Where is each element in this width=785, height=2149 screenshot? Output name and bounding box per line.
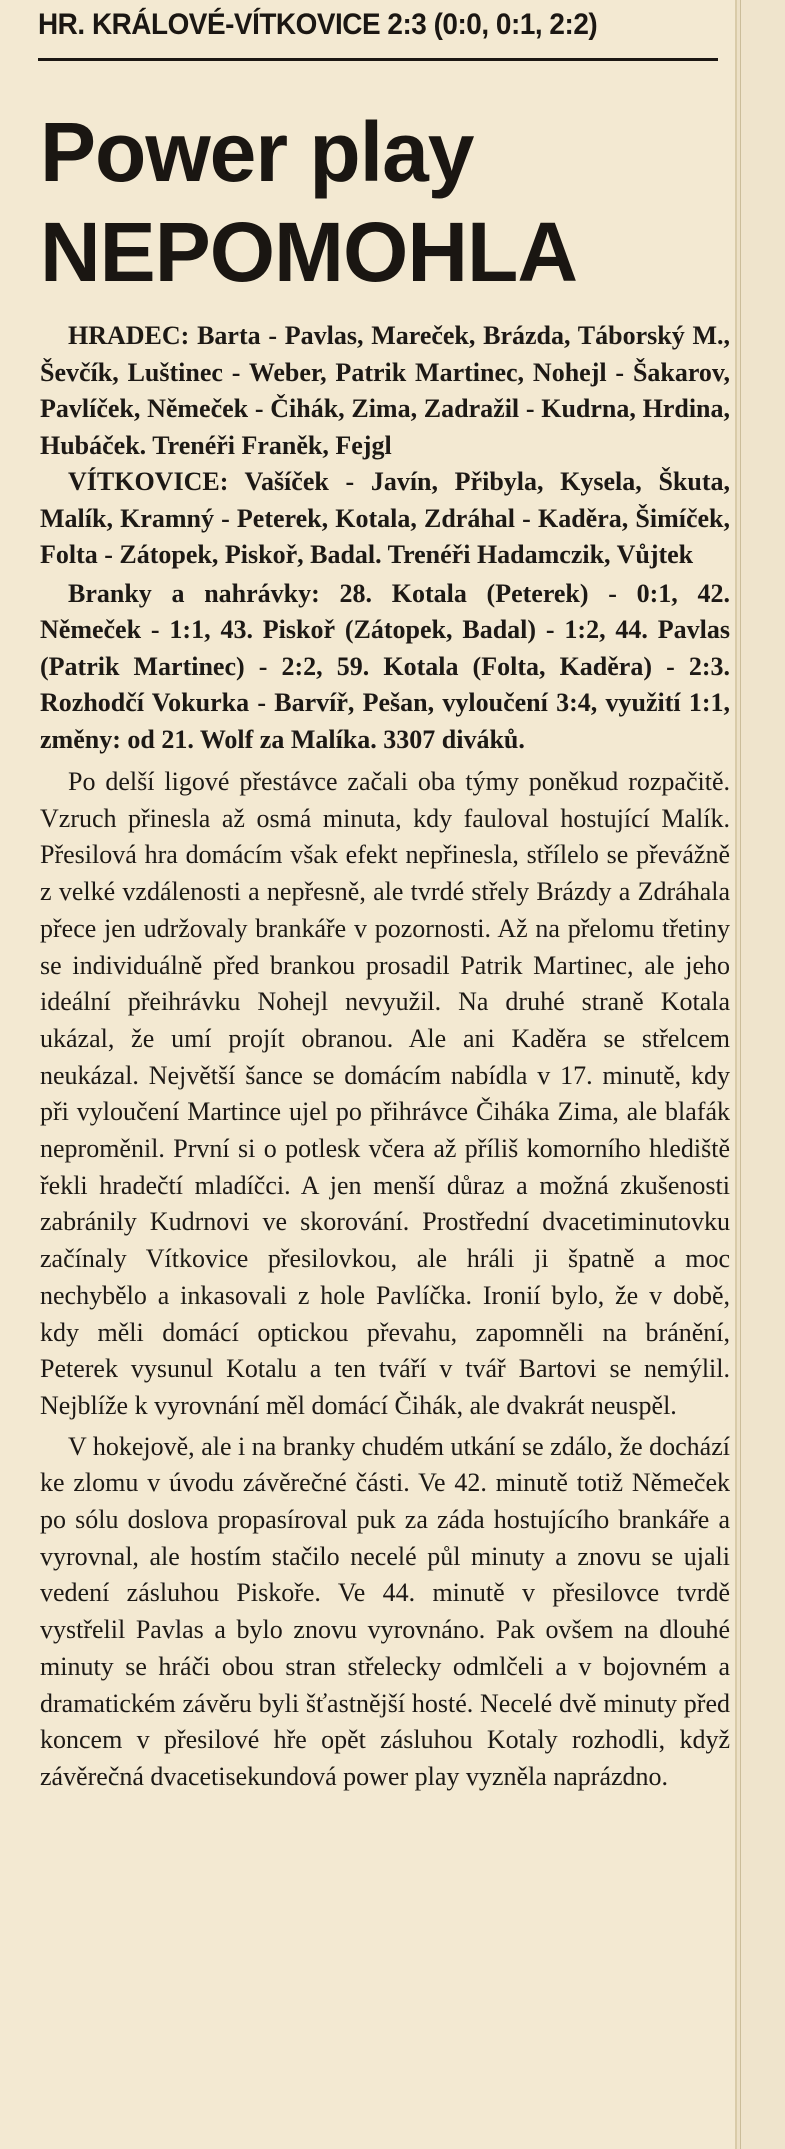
title-line-2: NEPOMOHLA: [40, 205, 577, 299]
match-result-line: HR. KRÁLOVÉ-VÍTKOVICE 2:3 (0:0, 0:1, 2:2): [38, 8, 598, 41]
header-rule: [38, 58, 718, 61]
article-paragraph: V hokejově, ale i na branky chudém utkání se zdálo, že dochází ke zlomu v úvodu závěrečné části. Ve 42. minutě totiž Němeček po sólu doslova propasíroval puk za záda hostujícího brankáře a vyrovnal, ale hostím stačilo necelé půl minuty a znovu se ujali vedení zásluhou Piskoře. Ve 44. minutě v přesilovce tvrdě vystřelil Pavlas a bylo znovu vyrovnáno. Pak ovšem na dlouhé minuty se hráči obou stran střelecky odmlčeli a v bojovném a dramatickém závěru byli šťastnější hosté. Necelé dvě minuty před koncem v přesilové hře opět zásluhou Kotaly rozhodli, když závěrečná dvacetisekundová power play vyzněla naprázdno.: [40, 1431, 730, 1791]
adjacent-page-edge: [740, 0, 785, 2149]
article-body: [40, 318, 730, 1796]
match-stats: Branky a nahrávky: 28. Kotala (Peterek) - 0:1, 42. Němeček - 1:1, 43. Piskoř (Zátopek, Badal) - 1:2, 44. Pavlas (Patrik Martinec) - 2:2, 59. Kotala (Folta, Kaděra) - 2:3. Rozhodčí Vokurka - Barvíř, Pešan, vyloučení 3:4, využití 1:1, změny: od 21. Wolf za Malíka. 3307 diváků.: [40, 578, 730, 754]
title-line-1: Power play: [40, 105, 474, 199]
article-title: [40, 102, 730, 302]
article-paragraph: Po delší ligové přestávce začali oba týmy poněkud rozpačitě. Vzruch přinesla až osmá minuta, kdy fauloval hostující Malík. Přesilová hra domácím však efekt nepřinesla, střílelo se převážně z velké vzdálenosti a nepřesně, ale tvrdé střely Brázdy a Zdráhala přece jen udržovaly brankáře v pozornosti. Až na přelomu třetiny se individuálně před brankou prosadil Patrik Martinec, ale jeho ideální přeihrávku Nohejl nevyužil. Na druhé straně Kotala ukázal, že umí projít obranou. Ale ani Kaděra se střelcem neukázal. Největší šance se domácím nabídla v 17. minutě, kdy při vyloučení Martince ujel po přihrávce Čiháka Zima, ale blafák neproměnil. První si o potlesk včera až příliš komorního hlediště řekli hradečtí mladíčci. A jen menší důraz a možná zkušenosti zabránily Kudrnovi ve skorování. Prostřední dvacetiminutovku začínaly Vítkovice přesilovkou, ale hráli ji špatně a moc nechybělo a inkasovali z hole Pavlíčka. Ironií bylo, že v době, kdy měli domácí optickou převahu, zapomněli na bránění, Peterek vysunul Kotalu a ten tváří v tvář Bartovi se nemýlil. Nejblíže k vyrovnání měl domácí Čihák, ale dvakrát neuspěl.: [40, 767, 730, 1420]
lineup-hradec: HRADEC: Barta - Pavlas, Mareček, Brázda, Táborský M., Ševčík, Luštinec - Weber, Patrik Martinec, Nohejl - Šakarov, Pavlíček, Němeček - Čihák, Zima, Zadražil - Kudrna, Hrdina, Hubáček. Trenéři Franěk, Fejgl: [40, 321, 730, 460]
lineup-vitkovice: VÍTKOVICE: Vašíček - Javín, Přibyla, Kysela, Škuta, Malík, Kramný - Peterek, Kotala, Zdráhal - Kaděra, Šimíček, Folta - Zátopek, Piskoř, Badal. Trenéři Hadamczik, Vůjtek: [40, 467, 730, 569]
